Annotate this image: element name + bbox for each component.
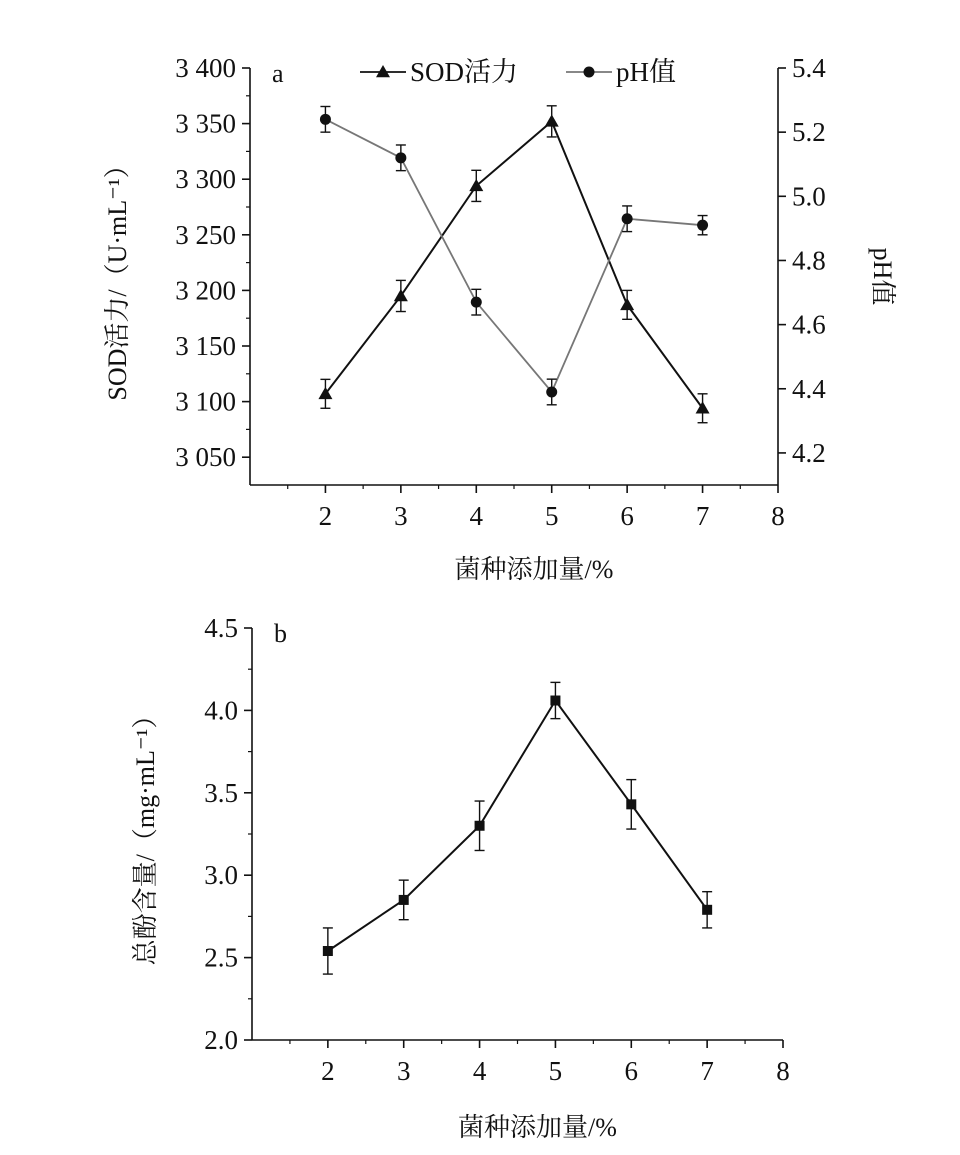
y-right-tick-label: 5.4 <box>792 53 826 83</box>
x-axis-title: 菌种添加量/% <box>458 1113 617 1142</box>
panel-label: b <box>274 619 287 648</box>
y-right-tick-label: 4.8 <box>792 245 826 276</box>
x-tick-label: 3 <box>394 501 408 531</box>
x-tick-label: 7 <box>700 1056 714 1086</box>
x-tick-label: 5 <box>544 501 559 531</box>
y-tick-label: 3 200 <box>175 275 236 306</box>
x-tick-label: 7 <box>695 501 710 531</box>
y-axis-title: SOD活力/（U·mL⁻¹） <box>102 152 132 401</box>
x-tick-label: 5 <box>548 1056 563 1086</box>
series-line-pH值 <box>325 119 702 392</box>
data-point <box>702 905 712 915</box>
legend-marker <box>584 67 595 78</box>
data-point <box>622 213 633 224</box>
y-axis-title: 总酚含量/（mg·mL⁻¹） <box>130 702 160 966</box>
x-tick-label: 8 <box>776 1056 790 1086</box>
y-right-tick-label: 4.6 <box>792 309 826 340</box>
x-tick-label: 8 <box>771 501 785 531</box>
panel-label: a <box>272 59 284 88</box>
data-point <box>545 114 559 126</box>
y-tick-label: 3.0 <box>204 860 238 891</box>
data-point <box>620 298 634 310</box>
x-tick-label: 2 <box>321 1056 335 1086</box>
x-tick-label: 4 <box>472 1056 487 1086</box>
series-line-series-0 <box>328 701 707 951</box>
data-point <box>320 114 331 125</box>
y-tick-label: 3 350 <box>175 108 236 139</box>
y-right-axis-title: pH值 <box>868 247 898 306</box>
legend-label: SOD活力 <box>410 57 519 87</box>
y-tick-label: 3 400 <box>175 53 236 83</box>
data-point <box>626 799 636 809</box>
data-point <box>546 386 557 397</box>
series-line-SOD活力 <box>325 121 702 408</box>
x-tick-label: 3 <box>396 1056 411 1086</box>
x-tick-label: 2 <box>318 501 333 531</box>
data-point <box>471 297 482 308</box>
data-point <box>697 220 708 231</box>
x-tick-label: 4 <box>469 501 484 531</box>
y-tick-label: 2.0 <box>204 1025 238 1055</box>
data-point <box>394 289 408 301</box>
y-right-tick-label: 5.0 <box>792 181 826 212</box>
x-axis-title: 菌种添加量/% <box>454 555 614 584</box>
data-point <box>395 152 406 163</box>
data-point <box>550 696 560 706</box>
y-right-tick-label: 5.2 <box>792 117 826 148</box>
chart-panel-b <box>131 613 790 1142</box>
legend-item-1 <box>566 57 676 87</box>
y-tick-label: 3.5 <box>204 777 238 808</box>
y-tick-label: 4.0 <box>204 695 238 726</box>
y-tick-label: 3 050 <box>175 442 236 473</box>
x-tick-label: 6 <box>620 501 634 531</box>
y-tick-label: 2.5 <box>204 942 238 973</box>
y-right-tick-label: 4.4 <box>792 373 826 404</box>
y-right-tick-label: 4.2 <box>792 437 826 468</box>
legend-item-0 <box>360 57 518 87</box>
legend-label: pH值 <box>616 57 676 87</box>
y-tick-label: 3 100 <box>175 386 236 417</box>
x-tick-label: 6 <box>624 1056 639 1086</box>
data-point <box>323 946 333 956</box>
data-point <box>399 895 409 905</box>
y-tick-label: 3 250 <box>175 219 236 250</box>
chart-panel-a <box>103 53 897 584</box>
y-tick-label: 3 300 <box>175 164 236 195</box>
y-tick-label: 4.5 <box>204 613 238 643</box>
data-point <box>475 821 485 831</box>
y-tick-label: 3 150 <box>175 331 236 361</box>
